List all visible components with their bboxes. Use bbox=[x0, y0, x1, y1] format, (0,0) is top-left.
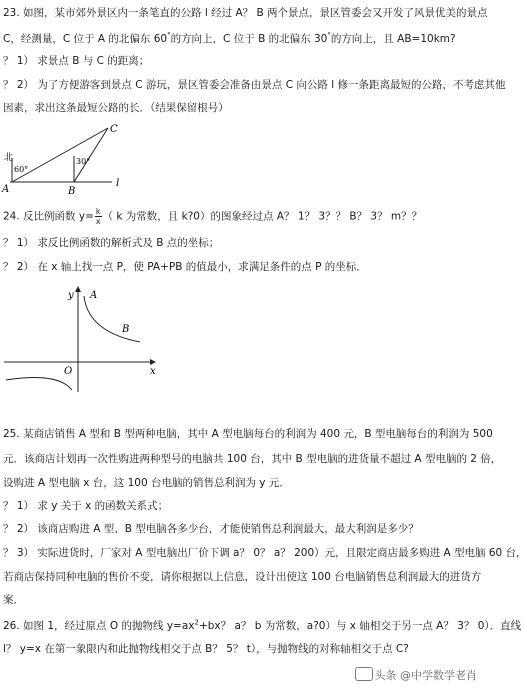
point-c-label: C bbox=[110, 124, 118, 135]
origin-label: O bbox=[64, 366, 73, 377]
hyperbola-branch-q1 bbox=[84, 296, 140, 342]
line-l-label: l bbox=[116, 178, 120, 189]
q24-stem: 24. 反比例函数 y= $\frac{k}{x}$ （ k 为常数，且 k?0）的图象经过点 A？ 1？ 3？？ B？ 3？ m？？ bbox=[3, 207, 423, 226]
q23-part-1: ？ 1） 求景点 B 与 C 的距离； bbox=[3, 55, 150, 67]
fraction-k-over-x: $\frac{k}{x}$ bbox=[95, 207, 101, 226]
x-axis-arrow bbox=[150, 359, 156, 365]
segment-bc bbox=[74, 128, 108, 182]
q25-stem-line-2: 元．该商店计划再一次性购进两种型号的电脑共 100 台，其中 B 型电脑的进货量不超过 A 型电脑的 2 倍， bbox=[3, 453, 502, 465]
watermark: 头条 @中学数学老肖 bbox=[355, 667, 478, 683]
q26-stem-line-1: 26. 如图 1，经过原点 O 的抛物线 $y=ax^2+bx$？ a？ b 为常数，a?0）与 x 轴相交于另一点 A？ 3？ 0）．直线 bbox=[3, 618, 522, 632]
q24-part-1: ？ 1） 求反比例函数的解析式及 B 点的坐标； bbox=[3, 237, 220, 249]
superscript-2: 2 bbox=[194, 618, 199, 627]
q23-figure bbox=[0, 120, 135, 200]
q24-part-2: ？ 2） 在 x 轴上找一点 P，使 PA+PB 的值最小，求满足条件的点 P 的坐标． bbox=[3, 261, 367, 273]
q23-stem-line-1: 23. 如图，某市郊外景区内一条笔直的公路 l 经过 A？ B 两个景点，景区管委会又开发了风景优美的景点 bbox=[3, 7, 488, 19]
hyperbola-branch-q3 bbox=[6, 378, 72, 390]
q25-part-3-line-1: ？ 3） 实际进货时，厂家对 A 型电脑出厂价下调 a？ 0？ a？ 200）元，且限定商店最多购进 A 型电脑 60 台， bbox=[3, 547, 527, 559]
q24-figure bbox=[0, 282, 160, 397]
q23-stem-line-2: C，经测量，C 位于 A 的北偏东 60°的方向上，C 位于 B 的北偏东 30°的方向上，且 AB=10km? bbox=[3, 31, 456, 45]
q25-stem-line-3: 设购进 A 型电脑 x 台，这 100 台电脑的销售总利润为 y 元． bbox=[3, 477, 290, 489]
q25-stem-line-1: 25. 某商店销售 A 型和 B 型两种电脑，其中 A 型电脑每台的利润为 400 元，B 型电脑每台的利润为 500 bbox=[3, 428, 493, 440]
q25-part-2: ？ 2） 该商店购进 A 型、B 型电脑各多少台，才能使销售总利润最大，最大利润是多少？ bbox=[3, 523, 419, 535]
angle-30-label: 30° bbox=[76, 157, 91, 166]
q25-part-3-line-3: 案． bbox=[3, 594, 24, 606]
north-label: 北 bbox=[4, 153, 14, 163]
point-a-label: A bbox=[90, 290, 98, 301]
degree-mark: ° bbox=[327, 31, 331, 40]
y-axis-label: y bbox=[68, 290, 74, 301]
angle-60-label: 60° bbox=[14, 165, 29, 174]
point-b-label: B bbox=[68, 186, 76, 197]
q23-part-2-line-2: 因素，求出这条最短公路的长．（结果保留根号） bbox=[3, 102, 229, 114]
y-axis-arrow bbox=[75, 286, 81, 292]
q26-stem-line-2: l？ y=x 在第一象限内和此抛物线相交于点 B？ 5？ t），与抛物线的对称轴相交于点 C? bbox=[3, 643, 409, 655]
x-axis-label: x bbox=[150, 366, 156, 377]
point-b-label: B bbox=[122, 324, 130, 335]
q23-part-2-line-1: ？ 2） 为了方便游客到景点 C 游玩，景区管委会准备由景点 C 向公路 l 修一条距离最短的公路，不考虑其他 bbox=[3, 79, 506, 91]
q25-part-1: ？ 1） 求 y 关于 x 的函数关系式； bbox=[3, 500, 169, 512]
toutiao-logo-icon bbox=[355, 667, 373, 681]
point-a-label: A bbox=[2, 184, 10, 195]
degree-mark: ° bbox=[167, 31, 171, 40]
q25-part-3-line-2: 若商店保持同种电脑的售价不变，请你根据以上信息，设计出使这 100 台电脑销售总利润最大的进货方 bbox=[3, 571, 482, 583]
